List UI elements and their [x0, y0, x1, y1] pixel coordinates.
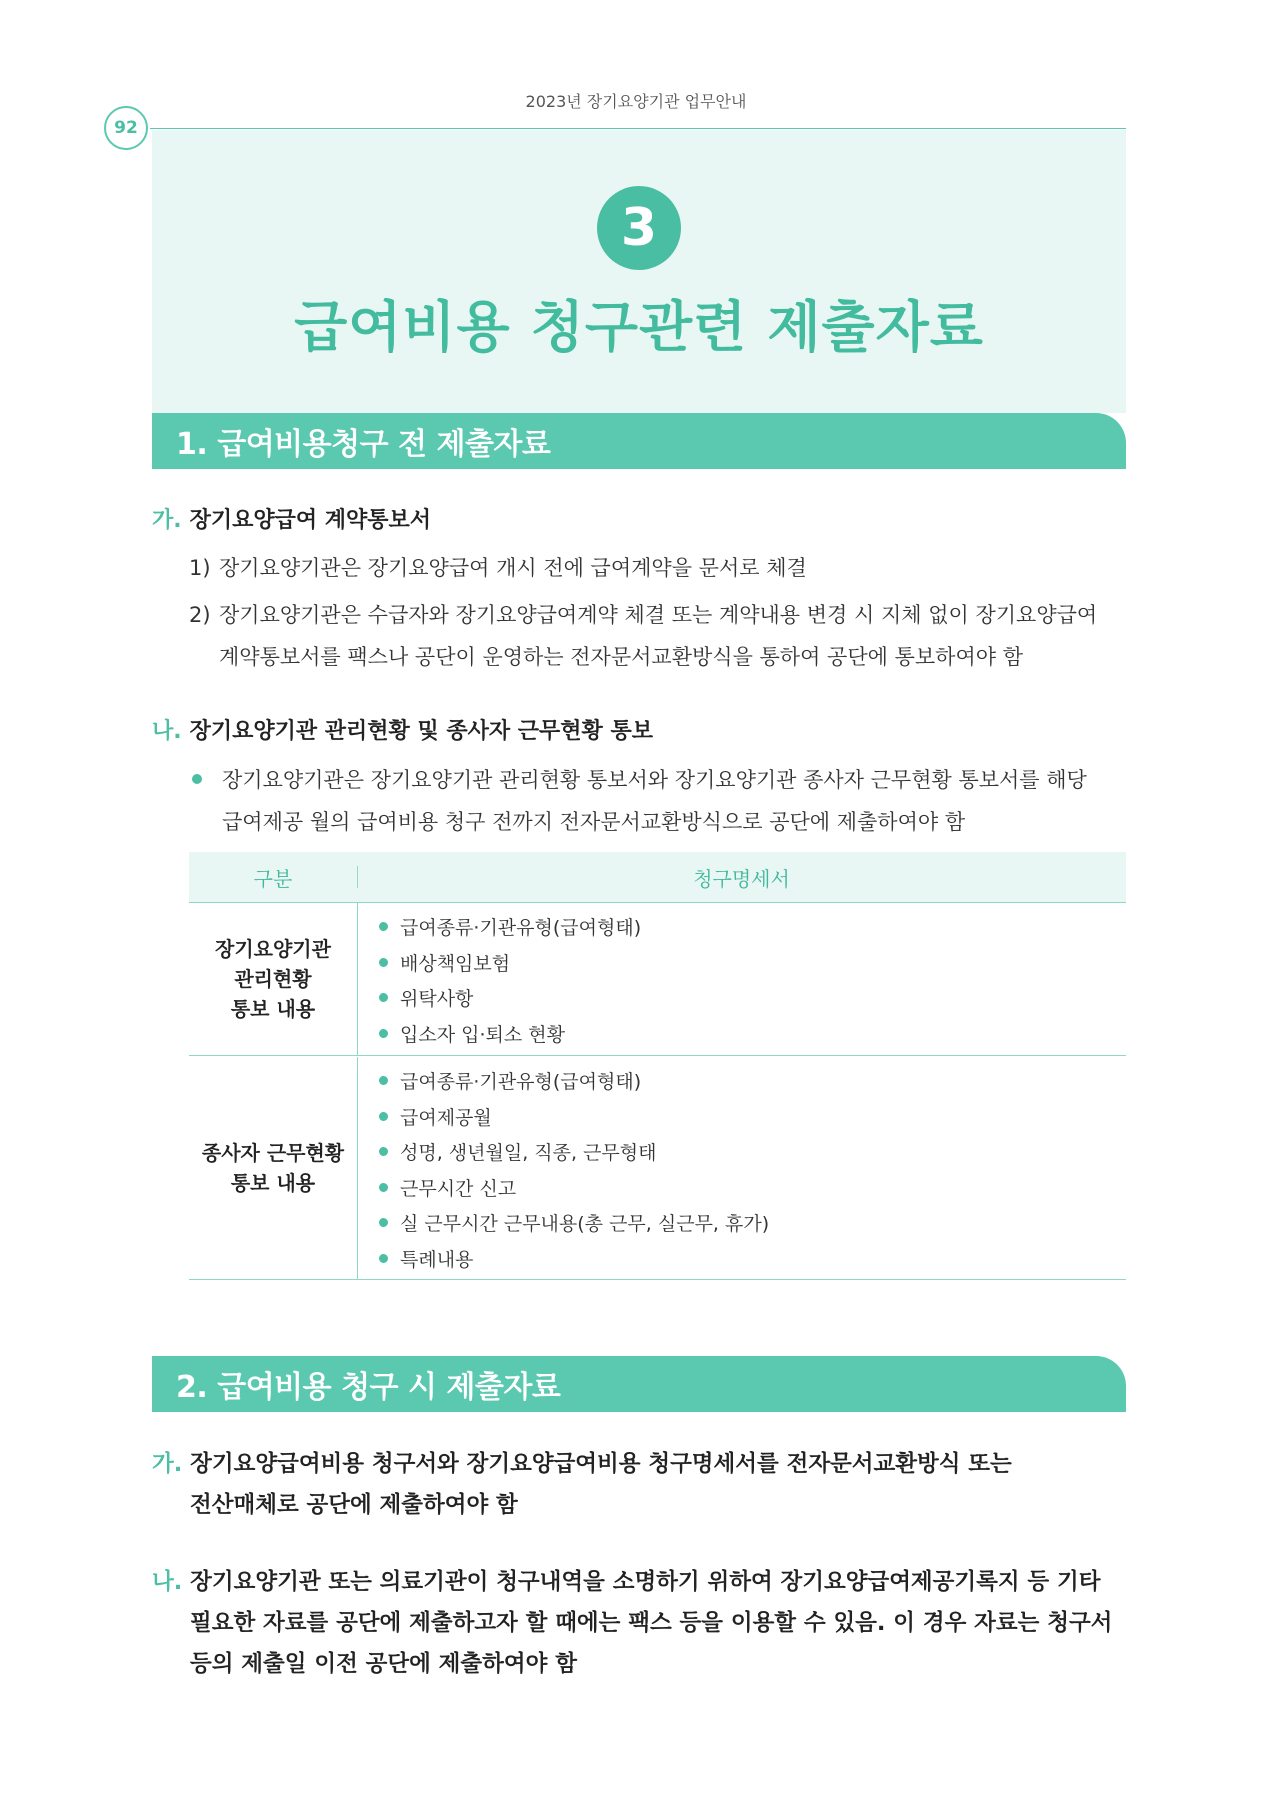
section-1-sub-a-heading: [152, 501, 1126, 541]
list-item: 성명, 생년월일, 직종, 근무형태: [379, 1136, 769, 1172]
chapter-title-block: [152, 130, 1126, 413]
section-2-para-b: 나. 장기요양기관 또는 의료기관이 청구내역을 소명하기 위하여 장기요양급여제공기록지 등 기타 필요한 자료를 공단에 제출하고자 할 때에는 팩스 등을 이용할 수 있음. 이 경우 자료는 청구서 등의 제출일 이전 공단에 제출하여야 함: [152, 1569, 1113, 1677]
bullet-dot-icon: [379, 1029, 388, 1038]
list-item: 급여종류·기관유형(급여형태): [379, 1065, 769, 1101]
list-item: 위탁사항: [379, 982, 641, 1018]
item-text: 장기요양기관은 수급자와 장기요양급여계약 체결 또는 계약내용 변경 시 지체 없이 장기요양급여: [219, 603, 1098, 627]
section-1-heading: 1. 급여비용청구 전 제출자료: [152, 413, 1126, 469]
sub-b-bullet-line-1: 장기요양기관은 장기요양기관 관리현황 통보서와 장기요양기관 종사자 근무현황 통보서를 해당: [192, 759, 1087, 801]
bullet-dot-icon: [379, 1183, 388, 1192]
running-header: 2023년 장기요양기관 업무안내: [525, 92, 747, 111]
bullet-dot-icon: [379, 1112, 388, 1121]
sub-a-item-2: [189, 594, 1126, 636]
section-1-sub-b-heading: [152, 712, 1126, 752]
chapter-title: 급여비용 청구관련 제출자료: [294, 295, 984, 359]
para-b-marker: 나.: [152, 1569, 183, 1595]
list-item: 근무시간 신고: [379, 1172, 769, 1208]
list-item: 입소자 입·퇴소 현황: [379, 1018, 641, 1054]
table-row-items: [379, 911, 641, 1053]
list-item: 급여종류·기관유형(급여형태): [379, 911, 641, 947]
sub-b-title: 장기요양기관 관리현황 및 종사자 근무현황 통보: [189, 719, 653, 744]
sub-a-item-2-continued: 계약통보서를 팩스나 공단이 운영하는 전자문서교환방식을 통하여 공단에 통보하여야 함: [219, 645, 1023, 669]
bullet-dot-icon: [379, 958, 388, 967]
bullet-dot-icon: [379, 993, 388, 1002]
list-item: 특례내용: [379, 1243, 769, 1279]
table-row-items: [379, 1065, 769, 1278]
sub-a-marker: 가.: [152, 508, 182, 533]
table-header-statement: 청구명세서: [693, 866, 790, 891]
bullet-dot-icon: [192, 774, 202, 784]
bullet-dot-icon: [379, 1254, 388, 1263]
sub-a-title: 장기요양급여 계약통보서: [189, 508, 432, 533]
bullet-dot-icon: [379, 1218, 388, 1227]
item-number: 1): [189, 556, 211, 580]
list-item: 급여제공월: [379, 1101, 769, 1137]
sub-b-marker: 나.: [152, 719, 182, 744]
list-item: 배상책임보험: [379, 947, 641, 983]
bullet-dot-icon: [379, 922, 388, 931]
section-2-para-a: 가. 장기요양급여비용 청구서와 장기요양급여비용 청구명세서를 전자문서교환방식 또는 전산매체로 공단에 제출하여야 함: [152, 1451, 1012, 1518]
bullet-dot-icon: [379, 1076, 388, 1085]
table-row: [189, 1057, 1126, 1280]
bullet-dot-icon: [379, 1147, 388, 1156]
para-a-marker: 가.: [152, 1451, 183, 1477]
sub-b-bullet-line-2: 급여제공 월의 급여비용 청구 전까지 전자문서교환방식으로 공단에 제출하여야 함: [222, 810, 966, 834]
table-header: [189, 852, 1126, 903]
table-row: [189, 903, 1126, 1056]
header-divider: [150, 128, 1126, 129]
list-item: 실 근무시간 근무내용(총 근무, 실근무, 휴가): [379, 1207, 769, 1243]
item-number: 2): [189, 603, 211, 627]
item-text: 장기요양기관은 장기요양급여 개시 전에 급여계약을 문서로 체결: [219, 556, 807, 580]
chapter-number-badge: 3: [597, 186, 681, 270]
sub-a-item-1: [189, 547, 807, 589]
table-row-label: 종사자 근무현황 통보 내용: [201, 1141, 345, 1195]
page-number: 92: [104, 106, 148, 150]
table-header-category: 구분: [253, 866, 293, 891]
section-2-heading: 2. 급여비용 청구 시 제출자료: [152, 1356, 1126, 1412]
table-row-label: 장기요양기관 관리현황 통보 내용: [215, 937, 331, 1021]
